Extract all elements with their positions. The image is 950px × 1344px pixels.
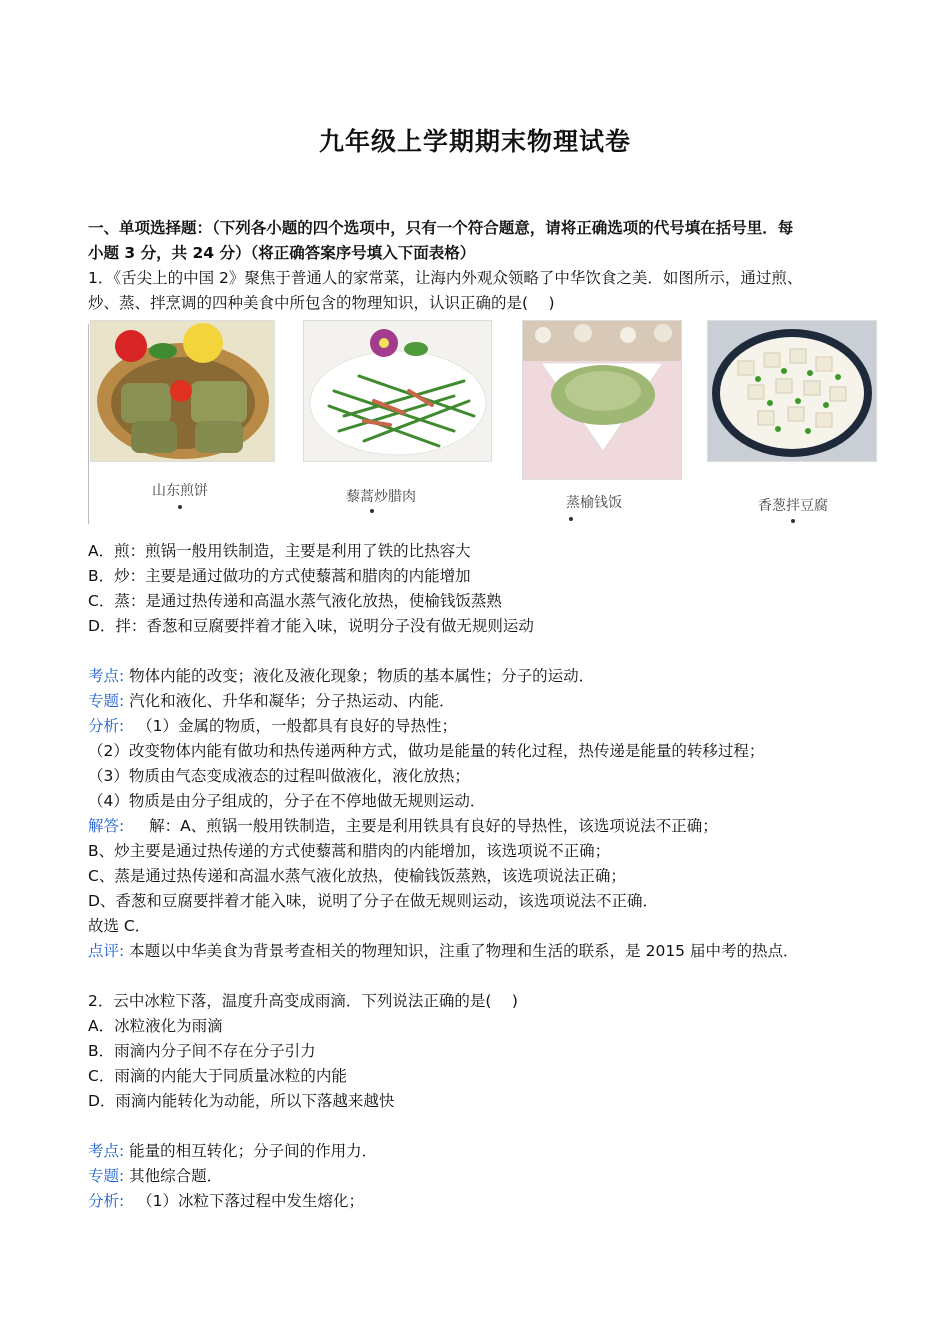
tofu-photo (707, 320, 877, 462)
pancake-photo (90, 320, 275, 462)
photo-border-line (88, 324, 89, 524)
caption-steamed-rice: 蒸榆钱饭 (566, 495, 622, 511)
q1-fenxi (88, 716, 457, 736)
q1-dianping (88, 941, 798, 961)
fenxi-label: 分析: (88, 717, 125, 735)
caption-dot (791, 519, 795, 523)
caption-stir-fry: 藜蒿炒腊肉 (346, 489, 416, 505)
zhuanti-label: 专题: (88, 1167, 125, 1185)
stir-fry-photo (303, 320, 492, 462)
q2-kaodian (88, 1141, 377, 1161)
dianping-text: 本题以中华美食为背景考查相关的物理知识，注重了物理和生活的联系，是 2015 届中考的热点． (129, 942, 799, 960)
fenxi-text: （1）金属的物质，一般都具有良好的导热性； (137, 717, 458, 735)
q1-option-a: A．煎：煎锅一般用铁制造，主要是利用了铁的比热容大 (88, 542, 471, 560)
fenxi-text: （1）冰粒下落过程中发生熔化； (137, 1192, 365, 1210)
q1-fenxi-2: （2）改变物体内能有做功和热传递两种方式，做功是能量的转化过程，热传递是能量的转移过程； (88, 742, 765, 760)
q1-option-c: C．蒸：是通过热传递和高温水蒸气液化放热，使榆钱饭蒸熟 (88, 592, 502, 610)
q1-stem-line2: 炒、蒸、拌烹调的四种美食中所包含的物理知识，认识正确的是( ) (88, 294, 555, 312)
section-heading-line1: 一、单项选择题：（下列各小题的四个选项中，只有一个符合题意，请将正确选项的代号填在括号里．每 (88, 219, 794, 237)
jieda-text: 解：A、煎锅一般用铁制造，主要是利用铁具有良好的导热性，该选项说法不正确； (149, 817, 718, 835)
jieda-label: 解答: (88, 817, 125, 835)
dianping-label: 点评: (88, 942, 125, 960)
q2-option-d: D．雨滴内能转化为动能，所以下落越来越快 (88, 1092, 395, 1110)
caption-dot (569, 517, 573, 521)
q1-jieda-2: B、炒主要是通过热传递的方式使藜蒿和腊肉的内能增加，该选项说不正确； (88, 842, 611, 860)
q1-option-b: B．炒：主要是通过做功的方式使藜蒿和腊肉的内能增加 (88, 567, 471, 585)
section-heading-line2: 小题 3 分，共 24 分）（将正确答案序号填入下面表格） (88, 244, 476, 262)
q1-jieda (88, 816, 718, 836)
caption-dot (178, 505, 182, 509)
q1-jieda-5: 故选 C． (88, 917, 151, 935)
fenxi-label: 分析: (88, 1192, 125, 1210)
q1-kaodian (88, 666, 594, 686)
zhuanti-text: 汽化和液化、升华和凝华；分子热运动、内能． (129, 692, 455, 710)
steamed-rice-photo (522, 320, 682, 480)
food-photos (88, 320, 878, 530)
q1-zhuanti (88, 691, 455, 711)
q1-stem-line1: 1．《舌尖上的中国 2》聚焦于普通人的家常菜，让海内外观众领略了中华饮食之美．如图所示，通过煎、 (88, 269, 803, 287)
page-title: 九年级上学期期末物理试卷 (318, 127, 631, 156)
q2-stem: 2．云中冰粒下落，温度升高变成雨滴．下列说法正确的是( ) (88, 992, 518, 1010)
kaodian-text: 能量的相互转化；分子间的作用力． (129, 1142, 378, 1160)
kaodian-label: 考点: (88, 667, 125, 685)
caption-dot (370, 509, 374, 513)
q2-zhuanti (88, 1166, 222, 1186)
q2-option-a: A．冰粒液化为雨滴 (88, 1017, 223, 1035)
zhuanti-text: 其他综合题． (129, 1167, 223, 1185)
caption-pancake: 山东煎饼 (152, 483, 208, 499)
q1-fenxi-3: （3）物质由气态变成液态的过程叫做液化，液化放热； (88, 767, 470, 785)
q1-jieda-3: C、蒸是通过热传递和高温水蒸气液化放热，使榆钱饭蒸熟，该选项说法正确； (88, 867, 626, 885)
q2-option-c: C．雨滴的内能大于同质量冰粒的内能 (88, 1067, 347, 1085)
q1-jieda-4: D、香葱和豆腐要拌着才能入味，说明了分子在做无规则运动，该选项说法不正确． (88, 892, 658, 910)
caption-tofu: 香葱拌豆腐 (758, 498, 828, 514)
kaodian-text: 物体内能的改变；液化及液化现象；物质的基本属性；分子的运动． (129, 667, 595, 685)
kaodian-label: 考点: (88, 1142, 125, 1160)
q2-option-b: B．雨滴内分子间不存在分子引力 (88, 1042, 316, 1060)
q1-fenxi-4: （4）物质是由分子组成的，分子在不停地做无规则运动． (88, 792, 486, 810)
zhuanti-label: 专题: (88, 692, 125, 710)
q1-option-d: D．拌：香葱和豆腐要拌着才能入味，说明分子没有做无规则运动 (88, 617, 534, 635)
q2-fenxi (88, 1191, 364, 1211)
